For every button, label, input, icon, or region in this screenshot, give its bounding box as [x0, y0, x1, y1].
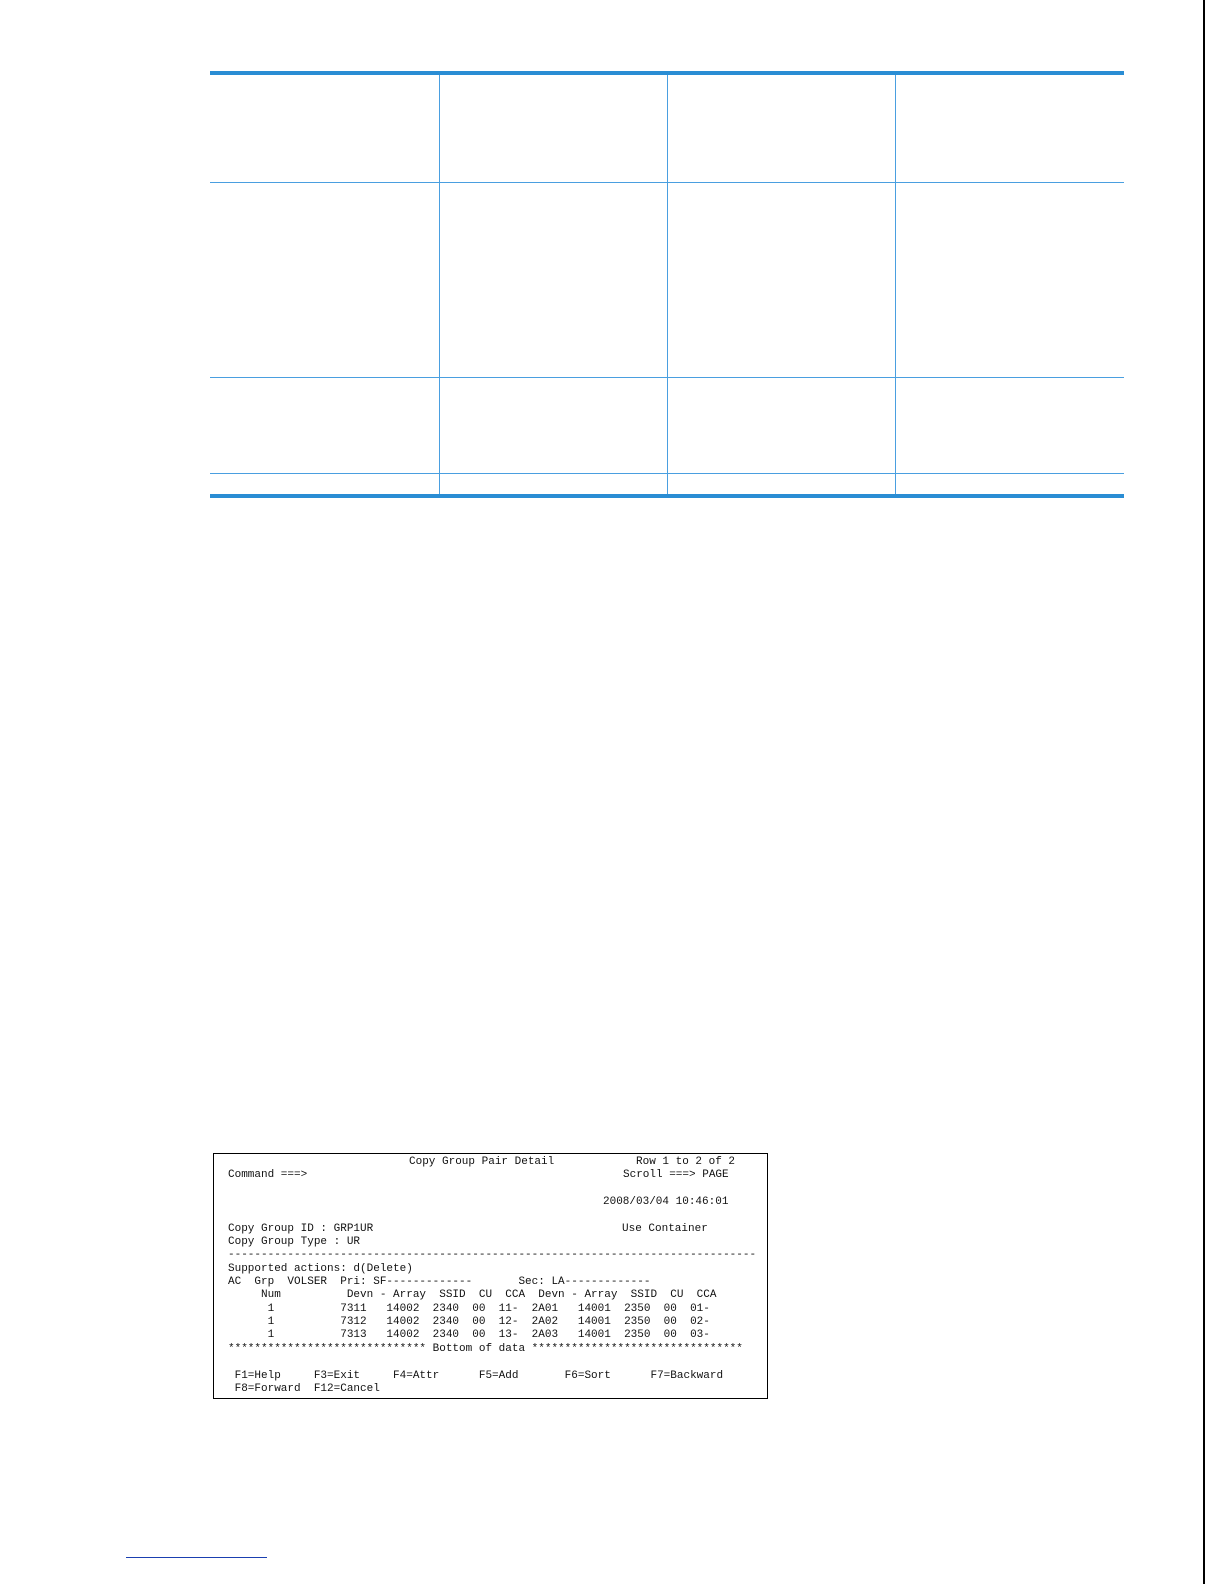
table-cell [667, 112, 895, 306]
column-header-2: Num Devn - Array SSID CU CCA Devn - Array SSID CU CCA [228, 1289, 717, 1301]
copy-group-type: Copy Group Type : UR [228, 1236, 361, 1248]
table-cell [210, 403, 439, 494]
table-header-cell [667, 75, 895, 111]
table-bottom-rule [210, 494, 1124, 498]
table-cell [895, 112, 1124, 306]
separator-line: -------------------------------------------------------------------------------- [228, 1249, 757, 1261]
row-indicator: Row 1 to 2 of 2 [636, 1156, 736, 1168]
page-edge-rule [1203, 0, 1205, 1584]
command-prompt[interactable]: Command ===> [228, 1169, 308, 1181]
table-cell [895, 403, 1124, 494]
table-cell [439, 307, 667, 402]
table-header-cell [439, 75, 667, 111]
screen-title: Copy Group Pair Detail [409, 1156, 555, 1168]
column-header-1: AC Grp VOLSER Pri: SF------------- Sec: LA------------- [228, 1276, 651, 1288]
footer-link-underline[interactable] [126, 1557, 267, 1558]
table-cell [667, 307, 895, 402]
pair-row[interactable]: 1 7311 14002 2340 00 11- 2A01 14001 2350 00 01- [228, 1303, 710, 1315]
table-cell [895, 307, 1124, 402]
table-cell [439, 112, 667, 306]
function-keys-2: F8=Forward F12=Cancel [228, 1383, 380, 1395]
copy-group-id: Copy Group ID : GRP1UR [228, 1223, 374, 1235]
table-cell [439, 403, 667, 494]
timestamp: 2008/03/04 10:46:01 [603, 1196, 729, 1208]
function-keys-1: F1=Help F3=Exit F4=Attr F5=Add F6=Sort F7=Backward [228, 1370, 724, 1382]
supported-actions: Supported actions: d(Delete) [228, 1263, 413, 1275]
bottom-of-data: ****************************** Bottom of data ******************************** [228, 1343, 743, 1355]
pair-row[interactable]: 1 7313 14002 2340 00 13- 2A03 14001 2350 00 03- [228, 1329, 710, 1341]
table-cell [210, 112, 439, 306]
table-cell [210, 307, 439, 402]
terminal-screenshot [213, 1153, 768, 1399]
document-table [210, 71, 1124, 498]
use-container: Use Container [622, 1223, 708, 1235]
table-cell [667, 403, 895, 494]
table-header-cell [895, 75, 1124, 111]
table-header-cell [210, 75, 439, 111]
pair-row[interactable]: 1 7312 14002 2340 00 12- 2A02 14001 2350 00 02- [228, 1316, 710, 1328]
scroll-field[interactable]: Scroll ===> PAGE [623, 1169, 729, 1181]
